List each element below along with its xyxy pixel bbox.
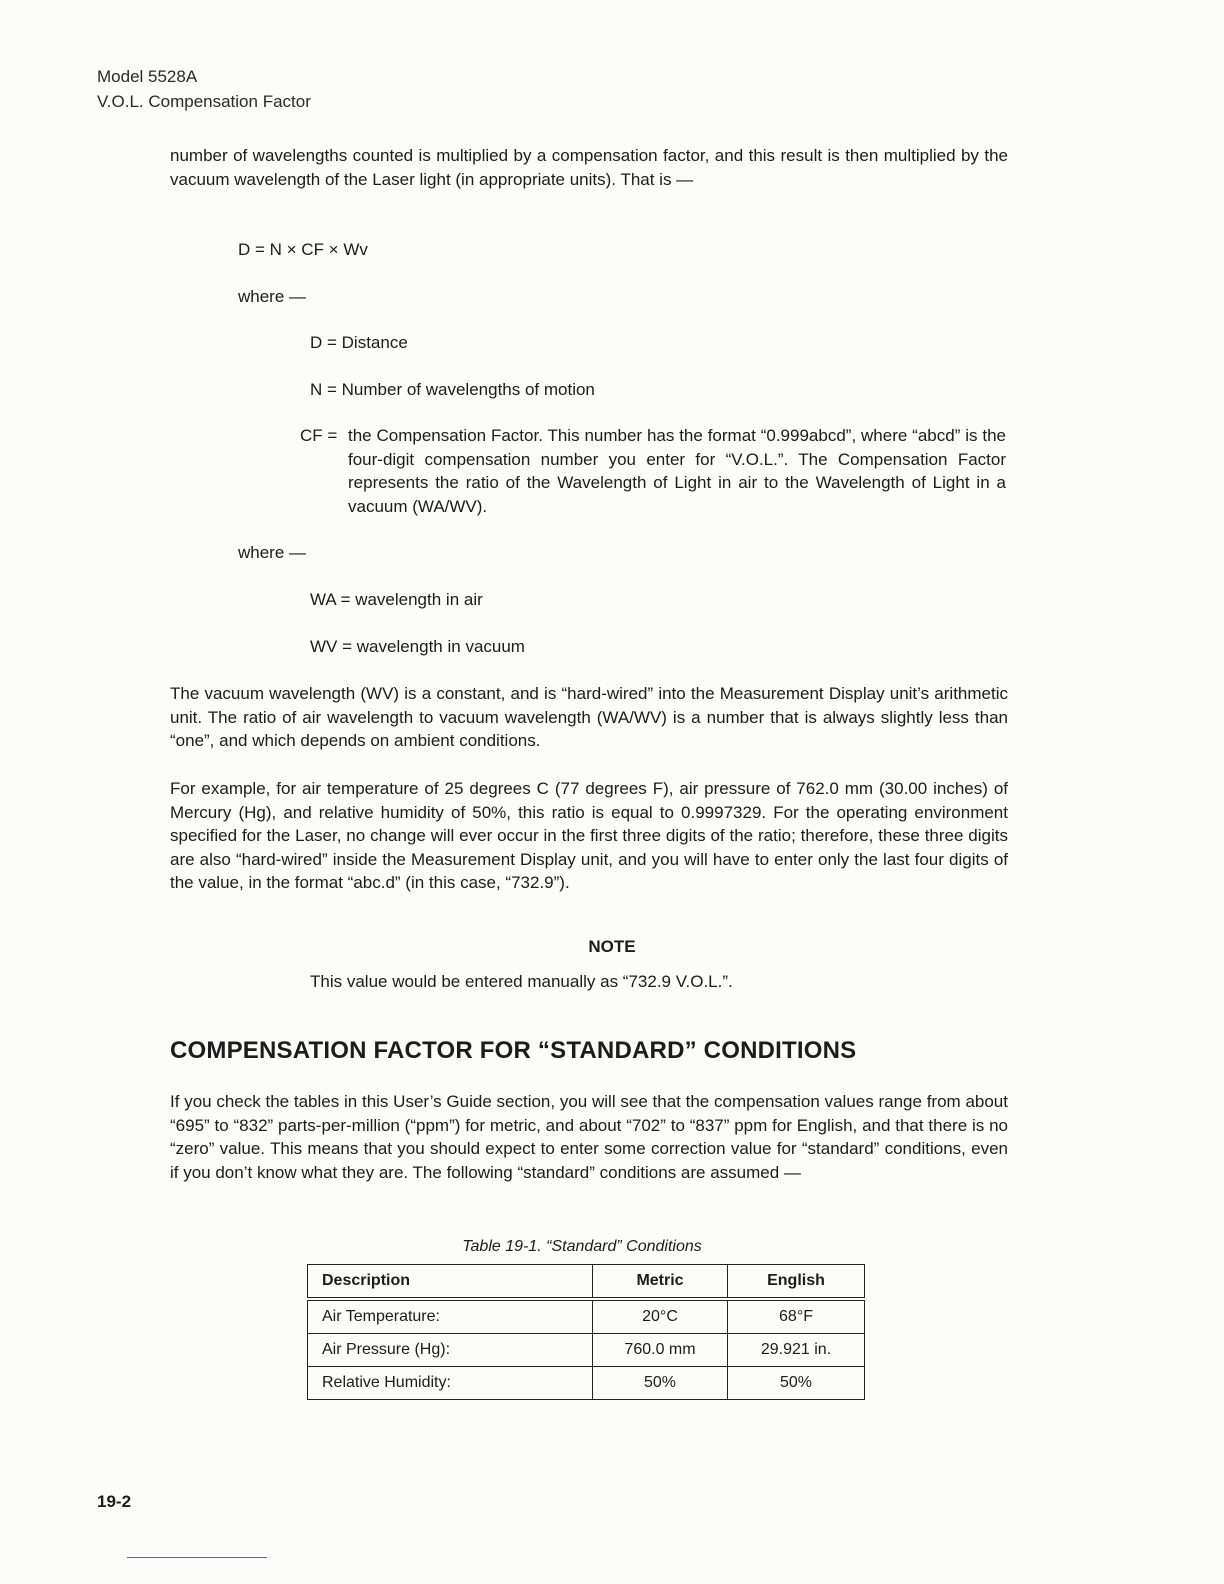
formula: D = N × CF × Wv [238, 240, 368, 259]
intro-paragraph: number of wavelengths counted is multiplied by a compensation factor, and this result is then multiplied by the vacuum wavelength of the Laser light (in appropriate units). That is — [170, 146, 1008, 189]
standard-paragraph: If you check the tables in this User’s Guide section, you will see that the compensation values range from about “695” to “832” parts-per-million (“ppm”) for metric, and about “702” to “837” ppm for English, and that there is no “zero” value. This means that you should expect to enter some correction value for “standard” conditions, even if you don’t know what they are. The following “standard” conditions are assumed — [170, 1092, 1008, 1182]
example-paragraph: For example, for air temperature of 25 degrees C (77 degrees F), air pressure of 762.0 mm (30.00 inches) of Mercury (Hg), and relative humidity of 50%, this ratio is equal to 0.9997329. For the operating environment specified for the Laser, no change will ever occur in the first three digits of the ratio; therefore, these three digits are also “hard-wired” inside the Measurement Display unit, and you will have to enter only the last four digits of the value, in the format “abc.d” (in this case, “732.9”). [170, 779, 1008, 892]
model-label: Model 5528A [97, 67, 198, 86]
where-label-1: where — [238, 287, 307, 306]
definition-distance: D = Distance [310, 333, 408, 352]
footer-rule [127, 1557, 267, 1558]
table-cell: Air Pressure (Hg): [308, 1334, 593, 1367]
vacuum-paragraph: The vacuum wavelength (WV) is a constant, and is “hard-wired” into the Measurement Display unit’s arithmetic unit. The ratio of air wavelength to vacuum wavelength (WA/WV) is a number that is always slightly less than “one”, and which depends on ambient conditions. [170, 684, 1008, 750]
table-cell: 760.0 mm [593, 1334, 728, 1367]
cf-text: the Compensation Factor. This number has the format “0.999abcd”, where “abcd” is the four-digit compensation number you enter for “V.O.L.”. The Compensation Factor represents the ratio of the Wavelength of Light in air to the Wavelength of Light in a vacuum (WA/WV). [348, 426, 1006, 516]
table-cell: Relative Humidity: [308, 1367, 593, 1400]
table-cell: 29.921 in. [728, 1334, 865, 1367]
table-row [308, 1367, 865, 1400]
standard-conditions-table [307, 1264, 865, 1400]
table-cell: 50% [728, 1367, 865, 1400]
table-row [308, 1334, 865, 1367]
page-number: 19-2 [97, 1492, 132, 1511]
definition-compensation-factor [300, 424, 1006, 518]
section-heading: COMPENSATION FACTOR FOR “STANDARD” CONDITIONS [170, 1037, 857, 1064]
table-cell: Air Temperature: [308, 1299, 593, 1334]
col-description: Description [308, 1265, 593, 1300]
col-metric: Metric [593, 1265, 728, 1300]
where-label-2: where — [238, 543, 307, 562]
definition-wavelength-vacuum: WV = wavelength in vacuum [310, 637, 525, 656]
definition-number: N = Number of wavelengths of motion [310, 380, 595, 399]
table-cell: 20°C [593, 1299, 728, 1334]
note-title: NOTE [588, 937, 636, 956]
table-row [308, 1299, 865, 1334]
table-caption: Table 19-1. “Standard” Conditions [462, 1238, 702, 1255]
cf-label: CF = [300, 426, 338, 445]
table-cell: 50% [593, 1367, 728, 1400]
section-label: V.O.L. Compensation Factor [97, 92, 311, 111]
table-header-row [308, 1265, 865, 1300]
definition-wavelength-air: WA = wavelength in air [310, 590, 483, 609]
table-cell: 68°F [728, 1299, 865, 1334]
note-text: This value would be entered manually as “732.9 V.O.L.”. [310, 972, 733, 991]
col-english: English [728, 1265, 865, 1300]
running-header [97, 64, 311, 114]
